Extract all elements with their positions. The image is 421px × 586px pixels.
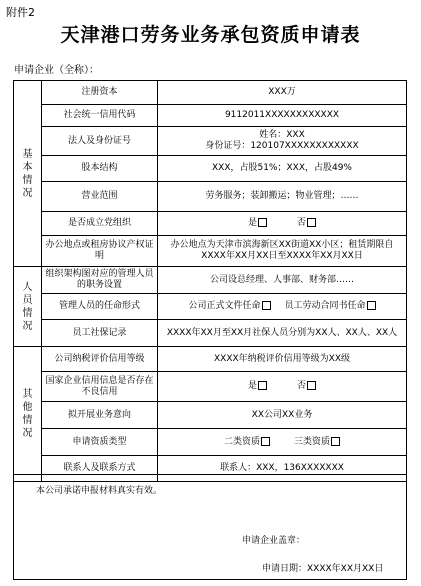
row-label: 国家企业信用信息是否存在不良信用 [42,372,158,402]
application-date: 申请日期：XXXX年XX月XX日 [262,564,384,574]
table-row [14,156,407,182]
row-value[interactable]: XXX，占股51%；XXX，占股49% [158,156,407,182]
table-row [14,320,407,347]
row-label: 联系人及联系方式 [42,456,158,482]
row-label: 是否成立党组织 [42,212,158,236]
checkbox-icon[interactable] [331,437,340,446]
party-no-option[interactable]: 否 [297,218,316,229]
row-value[interactable]: XXXX年纳税评价信用等级为XX级 [158,347,407,372]
labor-contract-option[interactable]: 员工劳动合同书任命 [285,301,376,312]
checkbox-icon[interactable] [367,301,376,310]
table-row [14,267,407,294]
row-label: 申请资质类型 [42,429,158,456]
checkbox-icon[interactable] [261,437,270,446]
checkbox-icon[interactable] [258,381,267,390]
table-row [14,294,407,320]
bad-credit-yes-option[interactable]: 是 [248,381,267,392]
class-two-option[interactable]: 二类资质 [224,437,270,448]
row-value[interactable]: 联系人：XXX，136XXXXXXX [158,456,407,482]
applicant-label: 申请企业（全称）： [14,65,99,76]
checkbox-icon[interactable] [258,218,267,227]
table-row [14,429,407,456]
table-row [14,347,407,372]
row-label: 注册资本 [42,81,158,105]
row-value[interactable]: 9112011XXXXXXXXXXXX [158,105,407,127]
party-yes-option[interactable]: 是 [248,218,267,229]
official-document-option[interactable]: 公司正式文件任命 [188,301,270,312]
table-row [14,127,407,156]
row-value[interactable]: 劳务服务；装卸搬运；物业管理；…… [158,182,407,212]
table-row [14,105,407,127]
seal-label: 申请企业盖章： [242,536,306,546]
table-row [14,81,407,105]
form-title: 天津港口劳务业务承包资质申请表 [60,24,361,46]
class-three-option[interactable]: 三类资质 [294,437,340,448]
attachment-label: 附件2 [6,6,35,19]
checkbox-icon[interactable] [307,381,316,390]
row-value[interactable] [158,127,407,156]
row-label: 办公地点或租房协议产权证明 [42,236,158,267]
row-value [158,294,407,320]
row-value [158,212,407,236]
table-row [14,236,407,267]
table-row [14,402,407,429]
section-personnel: 人员情况 [14,267,42,347]
table-row [14,372,407,402]
row-value[interactable]: XX公司XX业务 [158,402,407,429]
row-value [158,429,407,456]
row-label: 组织架构图对应的管理人员的职务设置 [42,267,158,294]
row-value[interactable]: XXXX年XX月至XX月社保人员分别为XX人、XX人、XX人 [158,320,407,347]
row-label: 拟开展业务意向 [42,402,158,429]
table-row [14,182,407,212]
checkbox-icon[interactable] [307,218,316,227]
declaration-box [13,474,407,580]
row-label: 股本结构 [42,156,158,182]
section-other: 其他情况 [14,347,42,482]
legal-id: 身份证号：120107XXXXXXXXXXXX [205,141,359,151]
row-label: 社会统一信用代码 [42,105,158,127]
row-label: 公司纳税评价信用等级 [42,347,158,372]
row-value[interactable]: 办公地点为天津市滨海新区XX街道XX小区；租赁期限自XXXX年XX月XX日至XXXX年XX月XX日 [158,236,407,267]
table-row [14,212,407,236]
application-table [13,80,407,482]
section-basic: 基本情况 [14,81,42,267]
bad-credit-no-option[interactable]: 否 [297,381,316,392]
declaration-text: 本公司承诺申报材料真实有效。 [36,486,163,496]
row-label: 管理人员的任命形式 [42,294,158,320]
row-label: 员工社保记录 [42,320,158,347]
row-value [158,372,407,402]
checkbox-icon[interactable] [262,301,271,310]
row-value[interactable]: 公司设总经理、人事部、财务部…… [158,267,407,294]
legal-name: 姓名：XXX [259,130,305,140]
row-label: 法人及身份证号 [42,127,158,156]
row-label: 营业范围 [42,182,158,212]
row-value[interactable]: XXX万 [158,81,407,105]
